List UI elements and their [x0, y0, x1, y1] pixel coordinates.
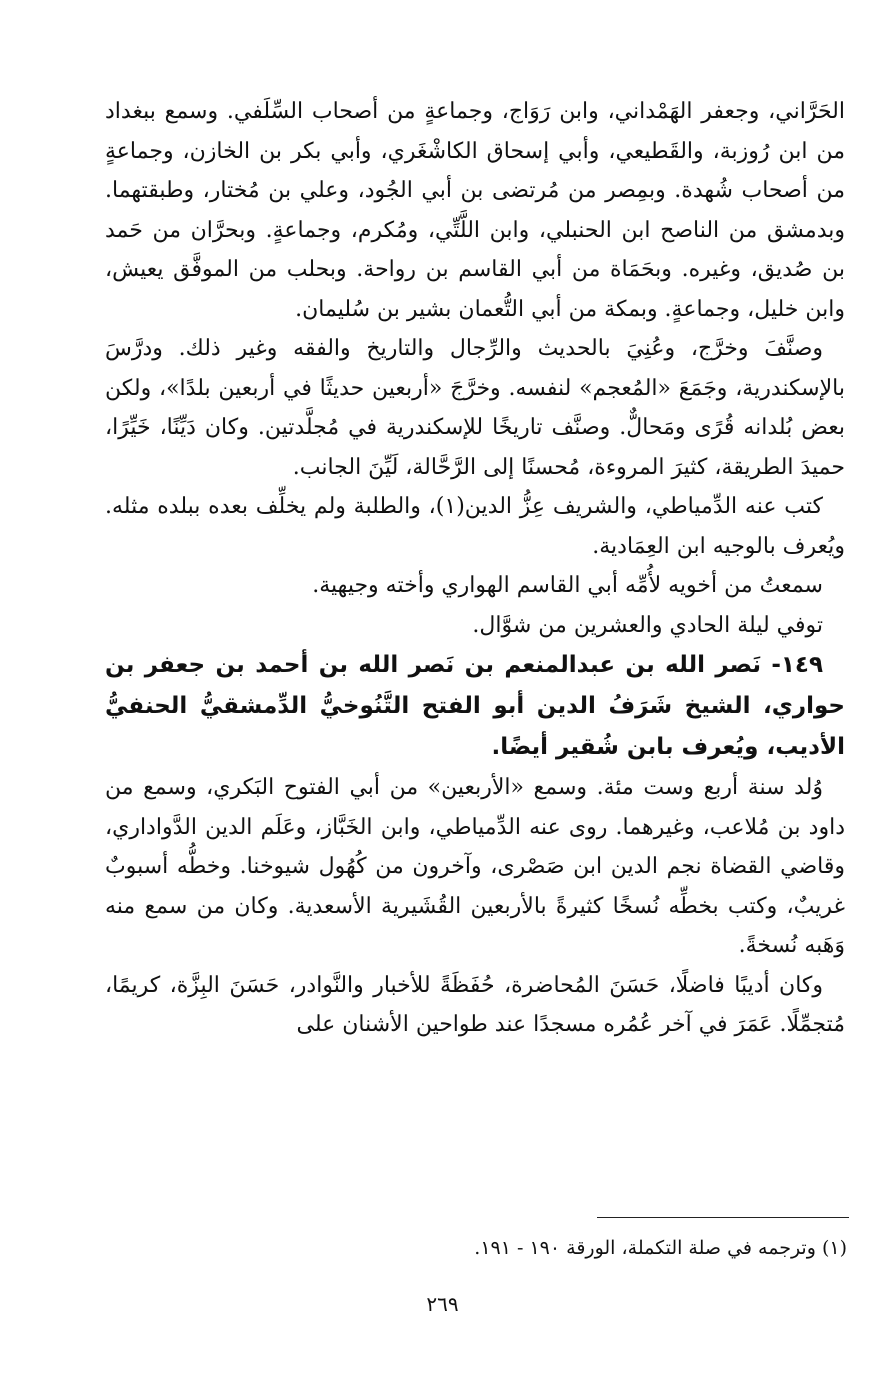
page-number: ٢٦٩ [426, 1292, 459, 1316]
paragraph-1: الحَرَّاني، وجعفر الهَمْداني، وابن رَوَاج، وجماعةٍ من أصحاب السِّلَفي. وسمع ببغداد من ابن رُوزبة، والقَطيعي، وأبي إسحاق الكاشْغَري، وأبي بكر بن الخازن، وجماعةٍ من أصحاب شُهدة. وبمِصر من مُرتضى بن أبي الجُود، وعلي بن مُختار، وطبقتهما. وبدمشق من الناصح ابن الحنبلي، وابن اللَّتِّي، ومُكرم، وجماعةٍ. وبحرَّان من حَمد بن صُديق، وغيره. وبحَمَاة من أبي القاسم بن رواحة. وبحلب من الموفَّق يعيش، وابن خليل، وجماعةٍ. وبمكة من أبي التُّعمان بشير بن سُليمان. [105, 99, 845, 322]
entry-paragraph-2: وكان أديبًا فاضلًا، حَسَنَ المُحاضرة، حُفَظَةً للأخبار والنَّوادر، حَسَنَ البِزَّة، كريمًا، مُتجمِّلًا. عَمَرَ في آخر عُمُره مسجدًا عند طواحين الأشنان على [105, 972, 845, 1037]
entry-heading: ١٤٩- نَصر الله بن عبدالمنعم بن نَصر الله بن أحمد بن جعفر بن حواري، الشيخ شَرَفُ الدين أبو الفتح التَّنُوخيُّ الدِّمشقيُّ الحنفيُّ الأديب، ويُعرف بابن شُقير أيضًا. [105, 652, 845, 760]
entry-paragraph-1: وُلد سنة أربع وست مئة. وسمع «الأربعين» من أبي الفتوح البَكري، وسمع من داود بن مُلاعب، وغيرهما. روى عنه الدِّمياطي، وابن الخَبَّاز، وعَلَم الدين الدَّواداري، وقاضي القضاة نجم الدين ابن صَصْرى، وآخرون من كُهُول شيوخنا. وخطُّه أسبوبٌ غريبٌ، وكتب بخطِّه نُسخًا كثيرةً بالأربعين القُشَيرية الأسعدية. وكان من سمع منه وَهَبه نُسخةً. [105, 775, 845, 958]
paragraph-3: كتب عنه الدِّمياطي، والشريف عِزُّ الدين(١)، والطلبة ولم يخلِّف بعده ببلده مثله. ويُعرف بالوجيه ابن العِمَادية. [105, 494, 845, 559]
paragraph-5: توفي ليلة الحادي والعشرين من شوَّال. [472, 612, 823, 638]
main-text [105, 92, 845, 1045]
paragraph-2: وصنَّفَ وخرَّج، وعُنِيَ بالحديث والرِّجال والتاريخ والفقه وغير ذلك. ودرَّسَ بالإسكندرية، وجَمَعَ «المُعجم» لنفسه. وخرَّجَ «أربعين حديثًا في أربعين بلدًا»، ولكن بعض بُلدانه قُرًى ومَحالٌّ. وصنَّف تاريخًا للإسكندرية في مُجلَّدتين. وكان دَيِّنًا، خَيِّرًا، حميدَ الطريقة، كثيرَ المروءة، مُحسنًا إلى الرَّحَّالة، لَيِّنَ الجانب. [105, 336, 845, 480]
footnote-divider [597, 1217, 849, 1218]
footnote: (١) وترجمه في صلة التكملة، الورقة ١٩٠ - ١٩١. [474, 1237, 847, 1259]
paragraph-4: سمعتُ من أخويه لأُمِّه أبي القاسم الهواري وأخته وجيهية. [312, 573, 823, 598]
